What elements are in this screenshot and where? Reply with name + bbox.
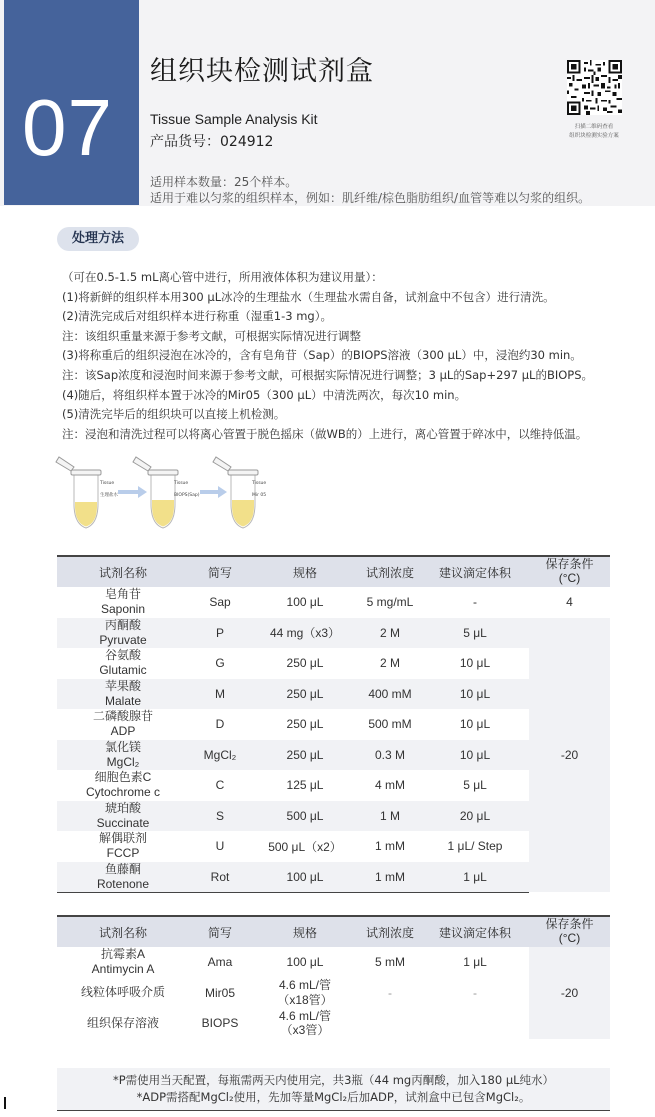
procedure-step: 注：浸泡和清洗过程可以将离心管置于脱色摇床（做WB的）上进行，离心管置于碎冰中，以维持低温。 [62,426,588,441]
reagent-name: 氯化镁 MgCl₂ [57,740,189,771]
table-row [57,947,610,978]
procedure-step: (2)清洗完成后对组织样本进行称重（湿重1-3 mg）。 [62,309,332,324]
col-header-name: 试剂名称 [57,916,189,947]
reagent-name: 组织保存溶液 [86,1015,159,1030]
sample-scope: 适用于难以匀浆的组织样本，例如：肌纤维/棕色脂肪组织/血管等难以匀浆的组织。 [150,191,591,205]
reagent-spec: 500 μL [251,801,359,832]
reagent-abbr: C [215,778,225,793]
reagent-conc: 400 mM [359,679,421,710]
col-header-conc: 试剂浓度 [359,556,421,587]
table-row [57,1008,610,1039]
reagent-name: 二磷酸腺苷 ADP [92,709,153,739]
reagent-name: 细胞色素C Cytochrome c [85,770,161,800]
reagent-table-1 [57,555,610,893]
reagent-spec: 100 μL [286,955,324,970]
tube-icon [56,457,118,528]
reagent-volume: 10 μL [459,656,491,671]
col-header-volume: 建议滴定体积 [421,916,529,947]
qr-caption-line-2: 组织块检测实验方案 [569,133,619,139]
reagent-name: 鱼藤酮 Rotenone [57,862,189,893]
col-header-name: 试剂名称 [57,556,189,587]
reagent-spec: 250 μL [251,740,359,771]
reagent-volume: 10 μL [421,740,529,771]
table-row [57,862,610,893]
col-header-storage: 保存条件 (°C) [529,556,610,587]
reagent-abbr: U [215,839,225,854]
tube-procedure-illustration [50,452,290,532]
reagent-conc: 2 M [359,618,421,649]
procedure-step: (1)将新鲜的组织样本用300 μL冰冷的生理盐水（生理盐水需自备，试剂盒中不包含）进行清洗。 [62,289,555,304]
col-header-spec: 规格 [251,916,359,947]
reagent-conc [359,1008,421,1039]
reagent-spec: 250 μL [251,679,359,710]
col-header-conc: 试剂浓度 [359,916,421,947]
reagent-spec: 44 mg（x3） [251,618,359,649]
reagent-abbr: Rot [189,862,251,893]
reagent-conc: 2 M [379,656,400,671]
procedure-step: 注：该组织重量来源于参考文献，可根据实际情况进行调整 [62,328,361,343]
procedure-step: (3)将称重后的组织浸泡在冰冷的，含有皂角苷（Sap）的BIOPS溶液（300 μL）中，浸泡约30 min。 [62,348,582,363]
table-row [57,587,610,618]
col-header-volume: 建议滴定体积 [421,556,529,587]
reagent-abbr: D [215,717,225,732]
reagent-abbr: S [189,801,251,832]
tube-label: Mir 05 [252,493,267,498]
procedure-step: (4)随后，将组织样本置于冰冷的Mir05（300 μL）中清洗两次，每次10 min。 [62,387,467,402]
col-header-storage: 保存条件 (°C) [529,916,610,947]
table-row [57,831,610,862]
reagent-abbr: G [215,656,225,671]
qr-code-icon[interactable] [567,60,622,115]
reagent-conc: - [388,985,392,1000]
reagent-conc: 4 mM [375,778,405,793]
table-row [57,801,610,832]
reagent-abbr: BIOPS [201,1016,239,1031]
reagent-volume: - [473,985,477,1000]
reagent-table-2 [57,915,610,1039]
english-title: Tissue Sample Analysis Kit [150,111,318,127]
reagent-abbr: P [189,618,251,649]
reagent-conc: 5 mg/mL [366,595,414,610]
footnote: *ADP需搭配MgCl₂使用，先加等量MgCl₂后加ADP，试剂盒中已包含MgCl₂。 [136,1090,531,1104]
table-row [57,648,610,679]
reagent-conc: 5 mM [375,955,405,970]
reagent-volume: 1 μL [421,862,529,893]
reagent-name: 丙酮酸 Pyruvate [57,618,189,649]
reagent-abbr: Ama [207,955,233,970]
tube-label: Tissue [252,481,267,486]
reagent-conc: 0.3 M [359,740,421,771]
procedure-step: （可在0.5-1.5 mL离心管中进行，所用液体体积为建议用量）： [62,270,383,284]
reagent-spec: 250 μL [286,656,324,671]
reagent-name: 琥珀酸 Succinate [57,801,189,832]
reagent-name: 谷氨酸 Glutamic [99,648,147,678]
table-row [57,709,610,740]
reagent-spec: 4.6 mL/管 （x3管） [278,1008,332,1038]
storage-temp: 4 [566,595,573,610]
reagent-spec: 250 μL [286,717,324,732]
table-row [57,770,610,801]
reagent-conc: 1 mM [375,839,405,854]
arrow-icon [118,486,147,498]
table-row [57,679,610,710]
reagent-name: 抗霉素A Antimycin A [91,947,155,977]
tube-label: Tissue [100,481,115,486]
reagent-volume: 1 μL [463,955,487,970]
storage-temp: -20 [529,947,610,1039]
table-row [57,740,610,771]
arrow-icon [200,486,227,498]
reagent-abbr: MgCl₂ [189,740,251,771]
procedure-step: (5)清洗完毕后的组织块可以直接上机检测。 [62,407,286,422]
reagent-name: 苹果酸 Malate [57,679,189,710]
reagent-volume [421,1008,529,1039]
reagent-volume: 10 μL [421,679,529,710]
qr-caption-line-1: 扫描二维码查看 [574,124,614,130]
reagent-spec: 125 μL [286,778,324,793]
table-row [57,978,610,1009]
footnote: *P需使用当天配置，每瓶需两天内使用完，共3瓶（44 mg丙酮酸，加入180 μL纯水） [112,1073,555,1087]
tube-label: Tissue [174,481,189,486]
section-heading-method: 处理方法 [57,227,139,251]
reagent-abbr: M [189,679,251,710]
reagent-conc: 1 mM [359,862,421,893]
procedure-step: 注：该Sap浓度和浸泡时间来源于参考文献，可根据实际情况进行调整；3 μL的Sap+297 μL的BIOPS。 [62,367,594,382]
reagent-spec: 100 μL [286,595,324,610]
product-number: 产品货号：024912 [150,134,274,150]
reagent-conc: 500 mM [368,717,412,732]
storage-temp: -20 [529,618,610,893]
reagent-spec: 100 μL [251,862,359,893]
reagent-spec: 4.6 mL/管 （x18管） [277,978,333,1007]
reagent-name: 解偶联剂 FCCP [98,831,147,861]
reagent-abbr: Sap [209,595,231,610]
table-row [57,618,610,649]
reagent-abbr: Mir05 [204,985,235,1000]
reagent-volume: 1 μL/ Step [447,839,503,854]
footnotes [57,1068,610,1111]
tube-label: BIOPS(Sap) [174,493,200,498]
reagent-volume: 5 μL [421,618,529,649]
reagent-spec: 500 μL（x2） [268,839,342,854]
kit-number: 07 [22,83,113,172]
page-title: 组织块检测试剂盒 [150,56,374,87]
margin-mark [4,1097,6,1109]
col-header-abbr: 简写 [189,916,251,947]
col-header-abbr: 简写 [189,556,251,587]
reagent-volume: 20 μL [421,801,529,832]
reagent-volume: - [473,595,477,610]
reagent-volume: 5 μL [463,778,487,793]
reagent-name: 线粒体呼吸介质 [80,985,165,1000]
reagent-volume: 10 μL [459,717,491,732]
reagent-name: 皂角苷 Saponin [100,587,146,617]
reagent-conc: 1 M [359,801,421,832]
sample-count: 适用样本数量：25个样本。 [150,175,298,189]
tube-label: 生理盐水 [100,493,118,498]
procedure-steps [62,268,652,444]
col-header-spec: 规格 [251,556,359,587]
